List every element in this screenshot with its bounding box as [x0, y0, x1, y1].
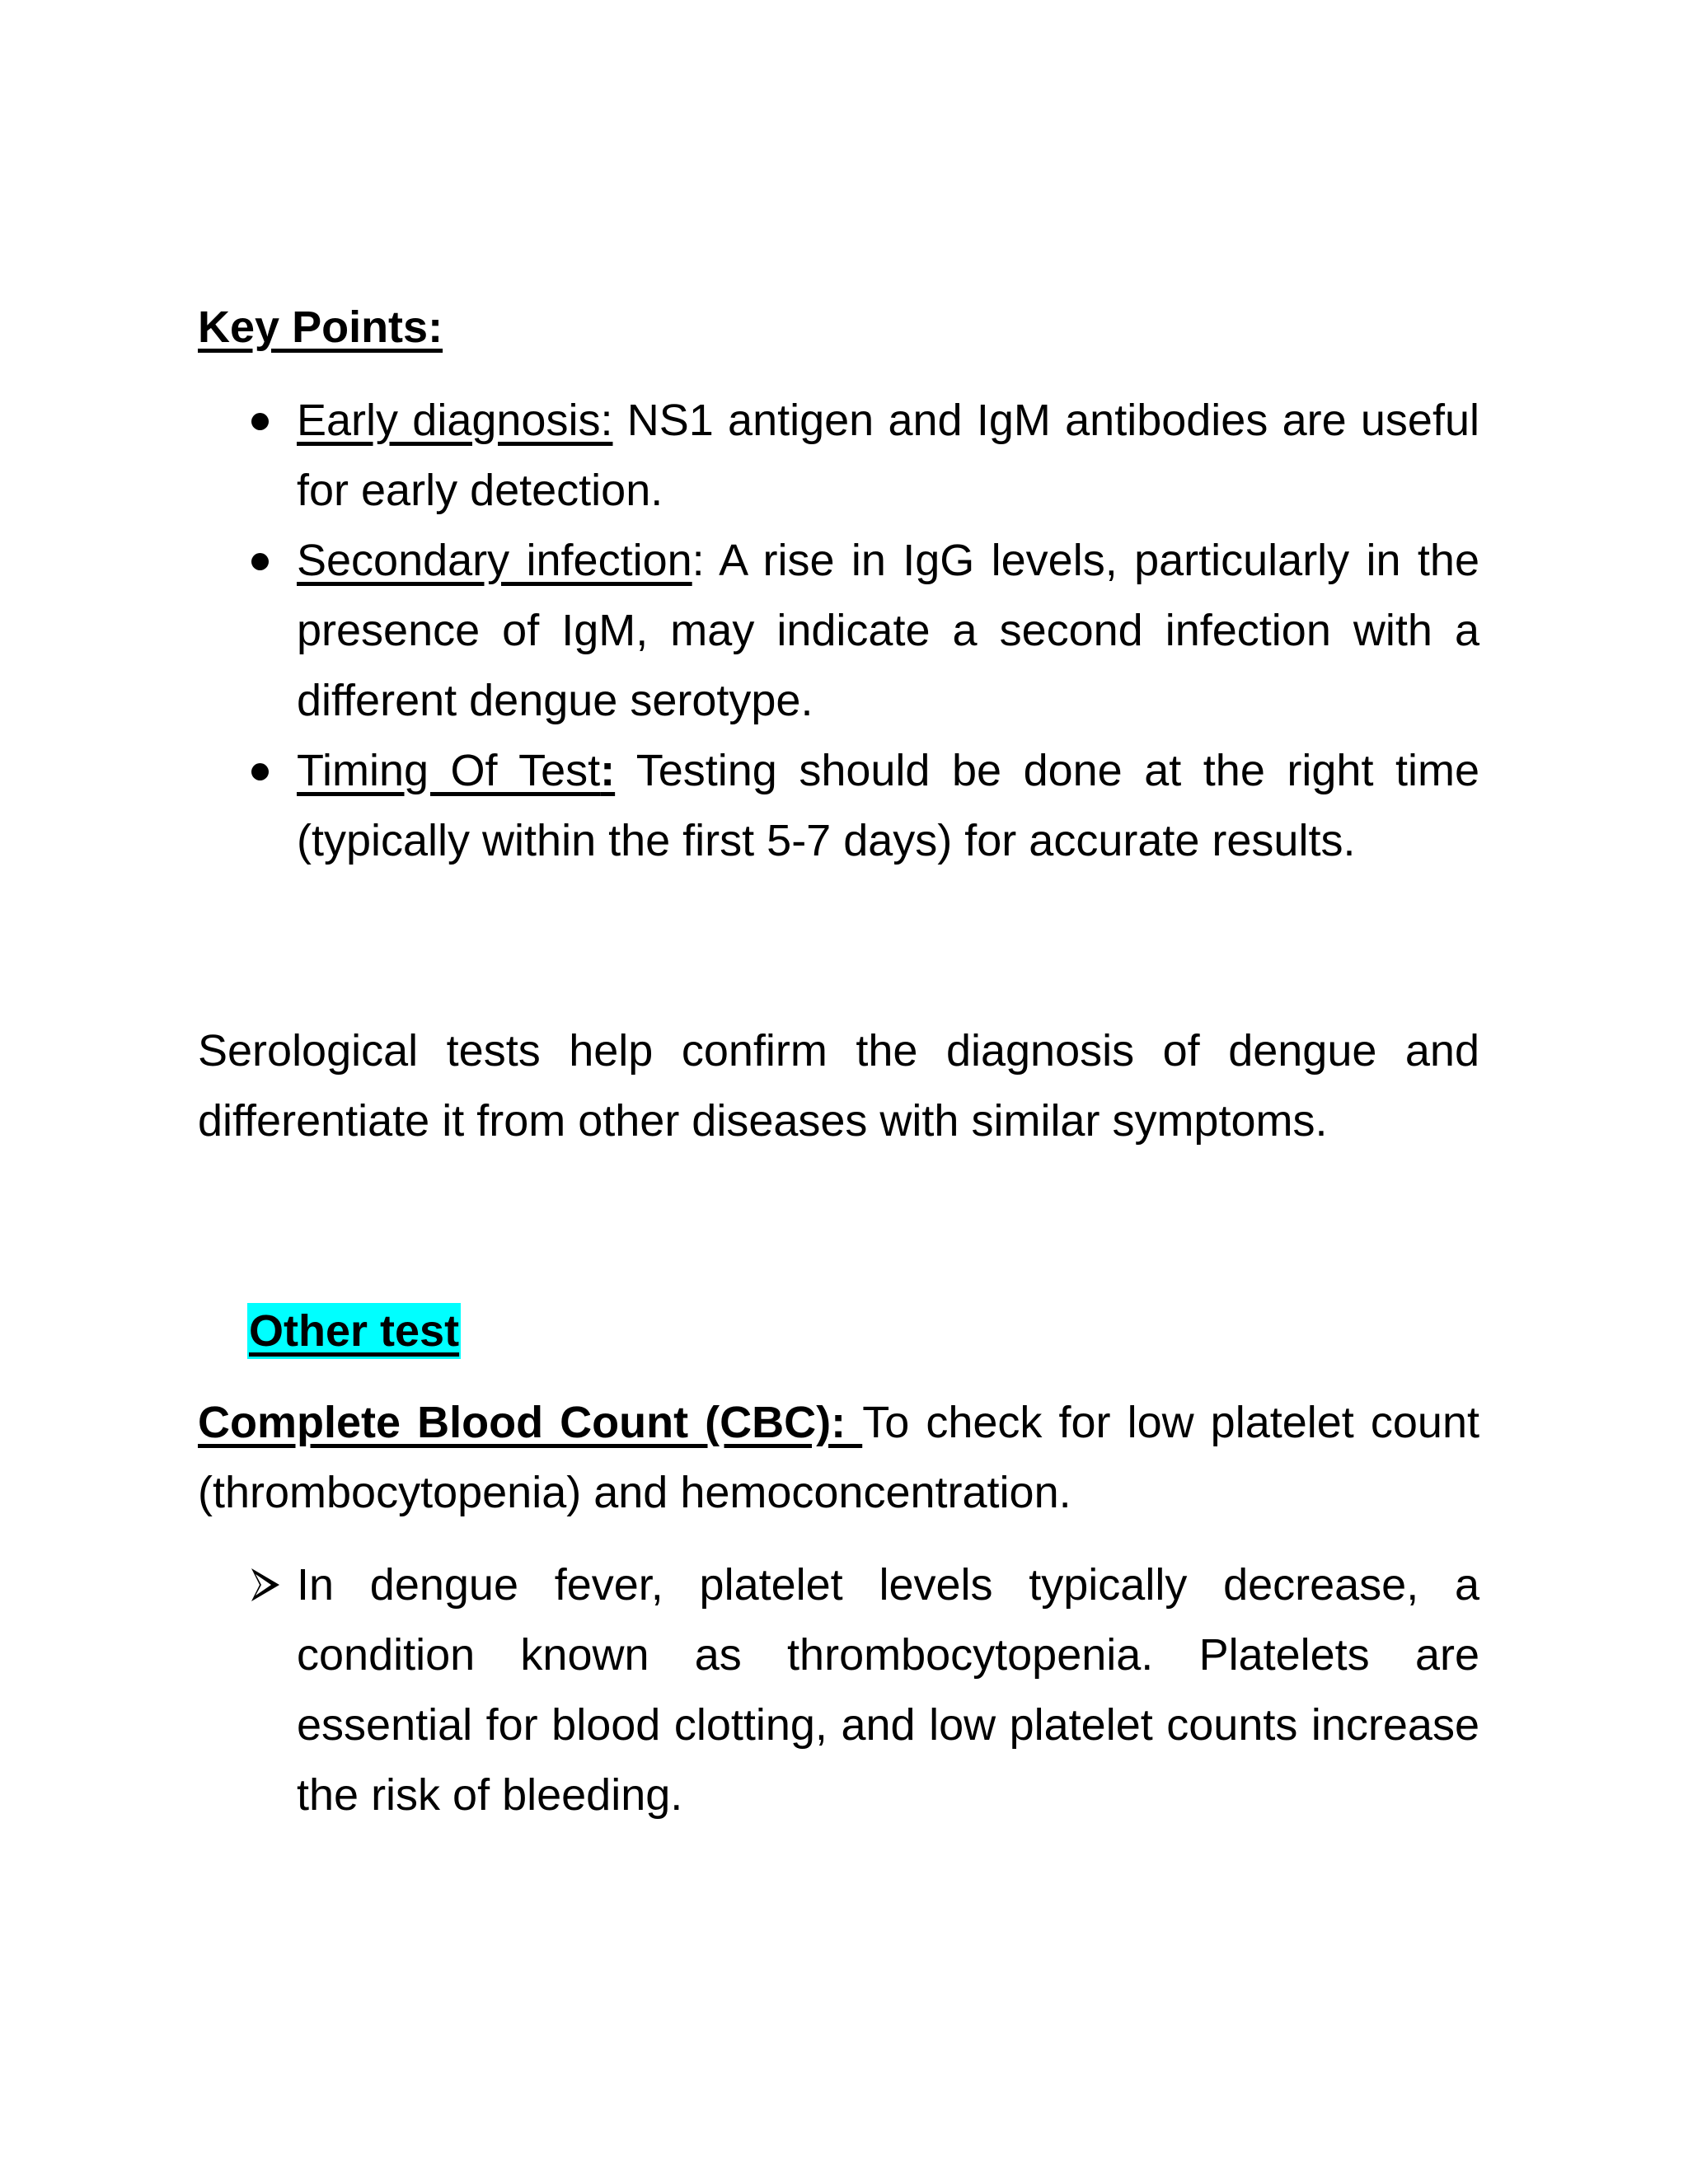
cbc-term: Complete Blood Count (CBC):	[198, 1398, 863, 1447]
summary-paragraph: Serological tests help confirm the diagnosis of dengue and differentiate it from other diseases with similar symptoms.	[198, 1026, 1479, 1146]
key-point-term: Timing Of Test	[297, 746, 601, 795]
bullet-dot-icon	[251, 763, 269, 780]
cbc-text: To check for low platelet count (thrombocytopenia) and hemoconcentration.	[198, 1398, 1479, 1517]
arrow-bullet-icon	[250, 1567, 281, 1603]
cbc-points-list	[198, 1550, 1479, 1830]
key-points-list	[198, 386, 1479, 876]
other-test-heading-row	[198, 1296, 1479, 1366]
cbc-paragraph	[198, 1388, 1479, 1528]
cbc-point-text: In dengue fever, platelet levels typically decrease, a condition known as thrombocytopenia. Platelets are essential for blood clotting, and low platelet counts increase the risk of bleeding.	[297, 1560, 1479, 1820]
key-point-term: Secondary infection	[297, 536, 692, 585]
key-point-timing-of-test	[198, 736, 1479, 876]
key-point-text: NS1 antigen and IgM antibodies are useful for early detection.	[297, 396, 1479, 515]
cbc-point	[198, 1550, 1479, 1830]
bullet-dot-icon	[251, 553, 269, 570]
key-points-heading: Key Points:	[198, 302, 443, 352]
key-point-term: Early diagnosis:	[297, 396, 613, 445]
key-point-secondary-infection	[198, 526, 1479, 736]
document-page	[198, 293, 1479, 1830]
other-test-heading: Other test	[247, 1303, 461, 1359]
bullet-dot-icon	[251, 413, 269, 430]
key-point-colon: :	[600, 746, 616, 795]
key-point-early-diagnosis	[198, 386, 1479, 526]
key-point-text: Testing should be done at the right time (typically within the first 5-7 days) for accurate results.	[297, 746, 1479, 865]
key-point-text: : A rise in IgG levels, particularly in the presence of IgM, may indicate a second infection with a different dengue serotype.	[297, 536, 1479, 725]
